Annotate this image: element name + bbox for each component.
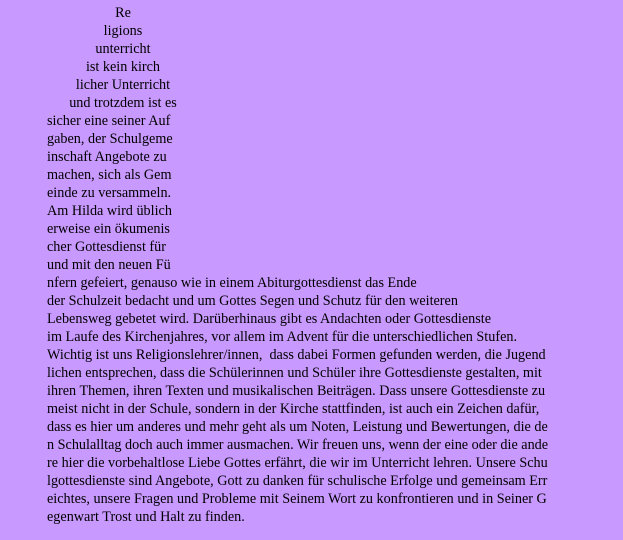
text-line: einde zu versammeln. — [47, 185, 172, 201]
text-line: und mit den neuen Fü — [47, 257, 171, 273]
text-line: lgottesdienste sind Angebote, Gott zu danken für schulische Erfolge und gemeinsam Err — [47, 473, 548, 489]
text-line: dass es hier um anderes und mehr geht als um Noten, Leistung und Bewertungen, die de — [47, 419, 548, 435]
text-line: unterricht — [95, 41, 151, 57]
text-line: ihren Themen, ihren Texten und musikalischen Beiträgen. Dass unsere Gottesdienste zu — [47, 383, 546, 399]
text-line: Wichtig ist uns Religionslehrer/innen, dass dabei Formen gefunden werden, die Jugend — [47, 347, 546, 363]
text-line: lichen entsprechen, dass die Schülerinnen und Schüler ihre Gottesdienste gestalten, mit — [47, 365, 542, 381]
text-line: Lebensweg gebetet wird. Darüberhinaus gibt es Andachten oder Gottesdienste — [47, 311, 492, 327]
text-line: nfern gefeiert, genauso wie in einem Abiturgottesdienst das Ende — [47, 275, 417, 291]
text-line: ligions — [103, 23, 143, 39]
text-line: re hier die vorbehaltlose Liebe Gottes erfährt, die wir im Unterricht lehren. Unsere Schu — [47, 455, 548, 471]
text-line: der Schulzeit bedacht und um Gottes Segen und Schutz für den weiteren — [47, 293, 458, 309]
text-line: machen, sich als Gem — [47, 167, 172, 183]
text-line: licher Unterricht — [75, 77, 171, 93]
text-line: eichtes, unsere Fragen und Probleme mit Seinem Wort zu konfrontieren und in Seiner G — [47, 491, 547, 507]
text-line: Am Hilda wird üblich — [47, 203, 172, 219]
text-line: inschaft Angebote zu — [47, 149, 167, 165]
text-line: egenwart Trost und Halt zu finden. — [47, 509, 245, 525]
text-line: erweise ein ökumenis — [47, 221, 170, 237]
text-line: sicher eine seiner Auf — [47, 113, 171, 129]
article-text-block — [0, 4, 623, 540]
text-line: n Schulalltag doch auch immer ausmachen. Wir freuen uns, wenn der eine oder die ande — [47, 437, 549, 453]
text-line: im Laufe des Kirchenjahres, vor allem im Advent für die unterschiedlichen Stufen. — [47, 329, 518, 345]
text-line: gaben, der Schulgeme — [47, 131, 173, 147]
text-line: Re — [115, 5, 131, 21]
text-line: und trotzdem ist es — [69, 95, 177, 111]
text-line: cher Gottesdienst für — [47, 239, 166, 255]
text-line: ist kein kirch — [85, 59, 161, 75]
text-line: meist nicht in der Schule, sondern in der Kirche stattfinden, ist auch ein Zeichen dafür, — [47, 401, 540, 417]
